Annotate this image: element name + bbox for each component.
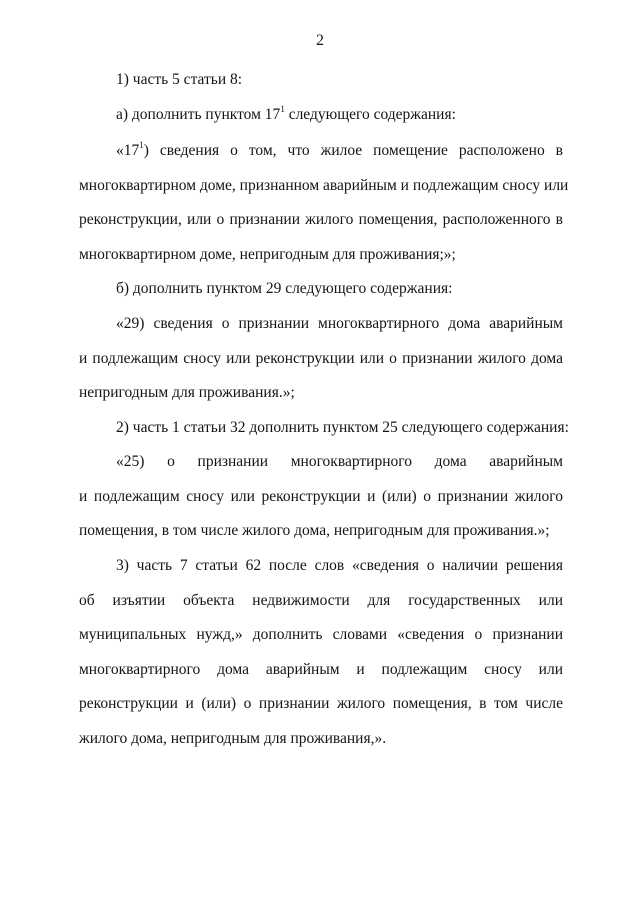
- text-line: б) дополнить пунктом 29 следующего содержания:: [116, 280, 453, 297]
- text-line: многоквартирном доме, непригодным для проживания;»;: [79, 245, 456, 263]
- text-line: многоквартирного дома аварийным и подлежащим сносу или: [79, 660, 563, 678]
- text-line: 1) часть 5 статьи 8:: [116, 71, 243, 88]
- text-line: «29) сведения о признании многоквартирного дома аварийным: [116, 315, 563, 332]
- text-line: 3) часть 7 статьи 62 после слов «сведения о наличии решения: [116, 557, 563, 574]
- text-line: «$17^1$) сведения о том, что жилое помещение расположено в: [116, 139, 563, 159]
- text-line: и подлежащим сносу или реконструкции и (или) о признании жилого: [79, 487, 563, 505]
- item-1-heading: [79, 63, 563, 98]
- text-line: непригодным для проживания.»;: [79, 384, 295, 402]
- item-1a-text: [79, 134, 569, 272]
- item-1a-heading: [79, 98, 563, 133]
- text-line: реконструкции, или о признании жилого помещения, расположенного в: [79, 211, 563, 229]
- page-number: 2: [316, 32, 324, 49]
- text-line: «25) о признании многоквартирного дома аварийным: [116, 453, 563, 470]
- text-line: и подлежащим сносу или реконструкции или о признании жилого дома: [79, 349, 563, 367]
- text-line: многоквартирном доме, признанном аварийным и подлежащим сносу или: [79, 176, 569, 194]
- text-line: муниципальных нужд,» дополнить словами «сведения о признании: [79, 626, 563, 644]
- text-line: 2) часть 1 статьи 32 дополнить пунктом 25 следующего содержания:: [116, 419, 569, 436]
- text-line: а) дополнить пунктом $17^1$ следующего содержания:: [116, 103, 456, 123]
- item-2-heading: [79, 411, 569, 446]
- text-line: жилого дома, непригодным для проживания,».: [79, 729, 387, 747]
- text-line: об изъятии объекта недвижимости для государственных или: [79, 591, 563, 609]
- text-line: помещения, в том числе жилого дома, непригодным для проживания.»;: [79, 522, 550, 540]
- item-1b-text: [79, 307, 563, 411]
- text-line: реконструкции и (или) о признании жилого помещения, в том числе: [79, 695, 563, 713]
- item-2-text: [79, 445, 563, 549]
- item-3-text: [79, 549, 563, 757]
- item-1b-heading: [79, 272, 563, 307]
